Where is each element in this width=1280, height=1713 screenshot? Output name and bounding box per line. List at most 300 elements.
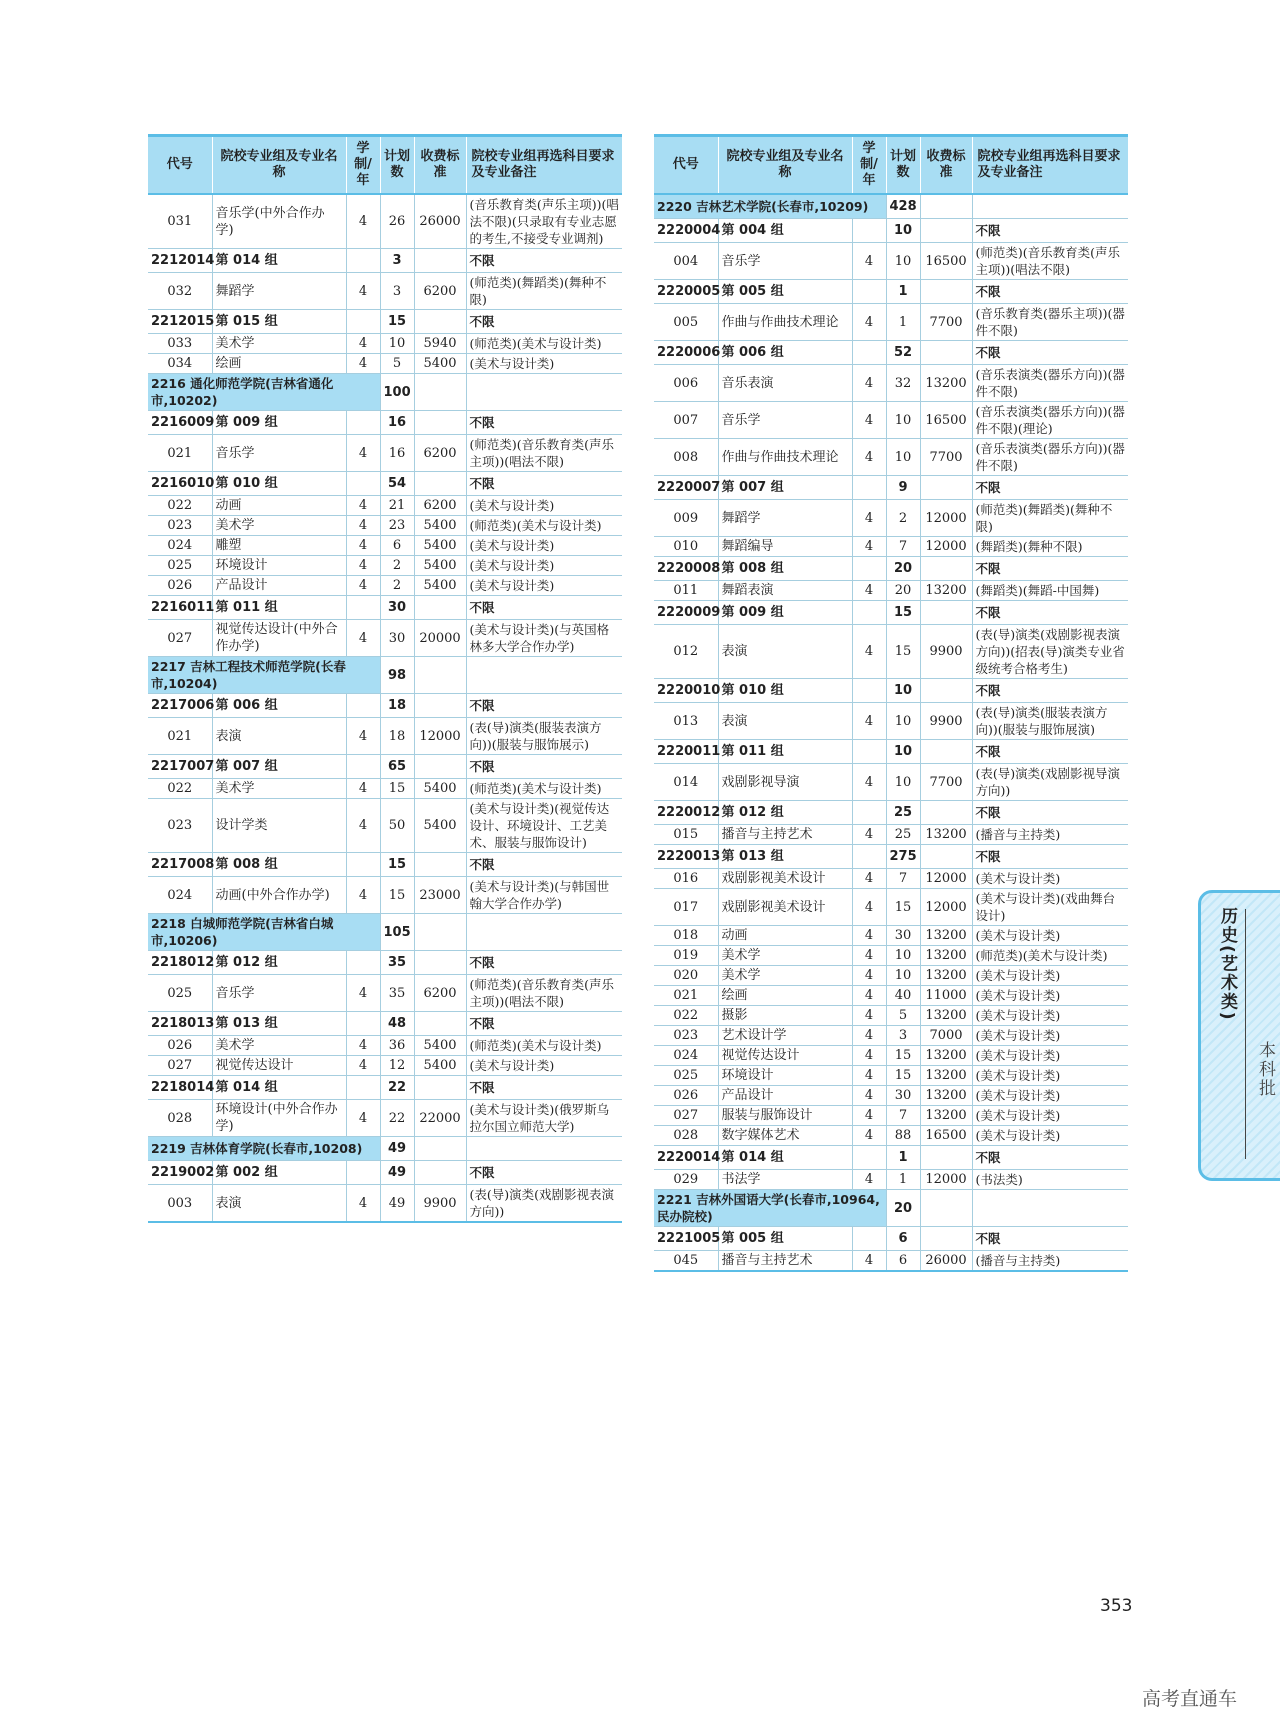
major-name: 舞蹈学 xyxy=(718,500,852,537)
major-fee: 6200 xyxy=(414,273,466,310)
group-requirement: 不限 xyxy=(972,476,1128,500)
major-plan: 20 xyxy=(886,581,920,601)
major-name: 视觉传达设计(中外合作办学) xyxy=(212,620,346,657)
major-row xyxy=(654,500,1128,537)
group-code: 2218014 xyxy=(148,1076,212,1100)
major-plan: 15 xyxy=(886,889,920,926)
major-years: 4 xyxy=(346,516,380,536)
major-row xyxy=(654,1251,1128,1272)
major-fee: 6200 xyxy=(414,975,466,1012)
major-remark: (音乐教育类(声乐主项))(唱法不限)(只录取有专业志愿的考生,不接受专业调剂) xyxy=(466,194,622,249)
empty-cell xyxy=(972,1190,1128,1227)
major-plan: 10 xyxy=(886,966,920,986)
empty-cell xyxy=(414,914,466,951)
col-plan-header: 计划数 xyxy=(380,136,414,195)
major-code: 024 xyxy=(148,877,212,914)
group-requirement: 不限 xyxy=(466,596,622,620)
major-code: 012 xyxy=(654,625,718,679)
group-name: 第 006 组 xyxy=(718,341,852,365)
group-plan: 15 xyxy=(380,310,414,334)
group-code: 2218013 xyxy=(148,1012,212,1036)
watermark-text: 高考直通车 xyxy=(1142,1688,1238,1710)
group-name: 第 011 组 xyxy=(718,740,852,764)
major-years: 4 xyxy=(852,1066,886,1086)
major-name: 表演 xyxy=(212,1185,346,1223)
major-name: 动画 xyxy=(212,496,346,516)
group-row xyxy=(148,1161,622,1185)
group-plan: 25 xyxy=(886,801,920,825)
empty-cell xyxy=(346,755,380,779)
major-years: 4 xyxy=(852,946,886,966)
major-code: 031 xyxy=(148,194,212,249)
empty-cell xyxy=(414,1137,466,1161)
major-code: 006 xyxy=(654,365,718,402)
empty-cell xyxy=(972,194,1128,219)
major-row xyxy=(654,966,1128,986)
school-name: 2216 通化师范学院(吉林省通化市,10202) xyxy=(148,374,380,411)
empty-cell xyxy=(852,476,886,500)
major-code: 016 xyxy=(654,869,718,889)
major-fee: 13200 xyxy=(920,1046,972,1066)
group-name: 第 006 组 xyxy=(212,694,346,718)
major-code: 023 xyxy=(654,1026,718,1046)
group-code: 2216009 xyxy=(148,411,212,435)
major-row xyxy=(654,869,1128,889)
major-name: 作曲与作曲技术理论 xyxy=(718,439,852,476)
major-code: 015 xyxy=(654,825,718,845)
group-name: 第 015 组 xyxy=(212,310,346,334)
empty-cell xyxy=(346,411,380,435)
empty-cell xyxy=(920,801,972,825)
group-name: 第 012 组 xyxy=(718,801,852,825)
empty-cell xyxy=(852,1227,886,1251)
major-fee: 16500 xyxy=(920,402,972,439)
major-row xyxy=(148,975,622,1012)
major-plan: 1 xyxy=(886,304,920,341)
major-row xyxy=(148,435,622,472)
major-fee: 9900 xyxy=(920,625,972,679)
major-name: 数字媒体艺术 xyxy=(718,1126,852,1146)
major-row xyxy=(654,1046,1128,1066)
empty-cell xyxy=(852,740,886,764)
major-name: 播音与主持艺术 xyxy=(718,1251,852,1272)
major-name: 舞蹈学 xyxy=(212,273,346,310)
major-plan: 21 xyxy=(380,496,414,516)
major-code: 005 xyxy=(654,304,718,341)
major-fee: 9900 xyxy=(414,1185,466,1223)
major-code: 032 xyxy=(148,273,212,310)
group-requirement: 不限 xyxy=(972,801,1128,825)
major-years: 4 xyxy=(852,764,886,801)
major-remark: (音乐表演类(器乐方向))(器件不限)(理论) xyxy=(972,402,1128,439)
major-plan: 15 xyxy=(886,1046,920,1066)
major-plan: 7 xyxy=(886,869,920,889)
group-requirement: 不限 xyxy=(466,1012,622,1036)
major-code: 020 xyxy=(654,966,718,986)
major-remark: (音乐教育类(器乐主项))(器件不限) xyxy=(972,304,1128,341)
empty-cell xyxy=(920,476,972,500)
group-row xyxy=(148,694,622,718)
major-code: 013 xyxy=(654,703,718,740)
side-tab-batch: 本科批 xyxy=(1255,1041,1275,1098)
group-code: 2220012 xyxy=(654,801,718,825)
major-code: 024 xyxy=(148,536,212,556)
major-remark: (师范类)(美术与设计类) xyxy=(466,516,622,536)
col-years-header: 学制/年 xyxy=(346,136,380,195)
major-code: 007 xyxy=(654,402,718,439)
group-name: 第 014 组 xyxy=(718,1146,852,1170)
group-plan: 16 xyxy=(380,411,414,435)
empty-cell xyxy=(346,853,380,877)
empty-cell xyxy=(346,694,380,718)
group-row xyxy=(654,341,1128,365)
major-plan: 15 xyxy=(380,779,414,799)
group-code: 2220014 xyxy=(654,1146,718,1170)
col-code-header: 代号 xyxy=(148,136,212,195)
major-fee: 5400 xyxy=(414,556,466,576)
major-fee: 5400 xyxy=(414,516,466,536)
major-name: 书法学 xyxy=(718,1170,852,1190)
major-row xyxy=(148,1036,622,1056)
major-row xyxy=(654,581,1128,601)
group-requirement: 不限 xyxy=(466,694,622,718)
group-name: 第 008 组 xyxy=(212,853,346,877)
major-fee: 12000 xyxy=(920,500,972,537)
major-row xyxy=(654,889,1128,926)
group-requirement: 不限 xyxy=(466,1161,622,1185)
major-name: 视觉传达设计 xyxy=(212,1056,346,1076)
major-fee: 5400 xyxy=(414,536,466,556)
major-fee: 13200 xyxy=(920,1106,972,1126)
school-name: 2221 吉林外国语大学(长春市,10964,民办院校) xyxy=(654,1190,886,1227)
group-row xyxy=(148,1012,622,1036)
empty-cell xyxy=(414,1076,466,1100)
group-row xyxy=(148,411,622,435)
group-plan: 6 xyxy=(886,1227,920,1251)
major-code: 025 xyxy=(148,975,212,1012)
empty-cell xyxy=(920,1227,972,1251)
group-row xyxy=(654,557,1128,581)
empty-cell xyxy=(466,657,622,694)
major-plan: 10 xyxy=(886,946,920,966)
group-code: 2220011 xyxy=(654,740,718,764)
empty-cell xyxy=(414,1161,466,1185)
major-code: 027 xyxy=(148,1056,212,1076)
empty-cell xyxy=(346,1076,380,1100)
school-plan-total: 428 xyxy=(886,194,920,219)
group-plan: 48 xyxy=(380,1012,414,1036)
major-plan: 26 xyxy=(380,194,414,249)
major-name: 视觉传达设计 xyxy=(718,1046,852,1066)
group-name: 第 014 组 xyxy=(212,1076,346,1100)
group-code: 2220005 xyxy=(654,280,718,304)
major-plan: 16 xyxy=(380,435,414,472)
col-fee-header: 收费标准 xyxy=(414,136,466,195)
empty-cell xyxy=(852,679,886,703)
group-code: 2220004 xyxy=(654,219,718,243)
major-row xyxy=(148,877,622,914)
group-requirement: 不限 xyxy=(972,845,1128,869)
group-code: 2220006 xyxy=(654,341,718,365)
major-plan: 2 xyxy=(380,556,414,576)
major-row xyxy=(148,718,622,755)
empty-cell xyxy=(920,740,972,764)
group-name: 第 005 组 xyxy=(718,280,852,304)
empty-cell xyxy=(852,280,886,304)
major-remark: (美术与设计类) xyxy=(466,354,622,374)
major-years: 4 xyxy=(852,500,886,537)
empty-cell xyxy=(920,679,972,703)
empty-cell xyxy=(346,951,380,975)
major-years: 4 xyxy=(346,354,380,374)
major-fee: 16500 xyxy=(920,243,972,280)
major-fee: 13200 xyxy=(920,926,972,946)
group-code: 2216011 xyxy=(148,596,212,620)
major-fee: 13200 xyxy=(920,1066,972,1086)
group-row xyxy=(148,596,622,620)
major-plan: 7 xyxy=(886,1106,920,1126)
major-years: 4 xyxy=(852,889,886,926)
major-fee: 13200 xyxy=(920,966,972,986)
major-remark: (美术与设计类) xyxy=(466,576,622,596)
major-plan: 2 xyxy=(380,576,414,596)
group-name: 第 011 组 xyxy=(212,596,346,620)
major-years: 4 xyxy=(852,439,886,476)
major-fee: 13200 xyxy=(920,581,972,601)
group-plan: 10 xyxy=(886,219,920,243)
group-code: 2217006 xyxy=(148,694,212,718)
group-plan: 65 xyxy=(380,755,414,779)
empty-cell xyxy=(920,1190,972,1227)
major-remark: (美术与设计类)(俄罗斯乌拉尔国立师范大学) xyxy=(466,1100,622,1137)
major-row xyxy=(148,496,622,516)
group-row xyxy=(654,601,1128,625)
major-row xyxy=(148,273,622,310)
major-row xyxy=(654,1086,1128,1106)
major-code: 027 xyxy=(654,1106,718,1126)
major-years: 4 xyxy=(346,1185,380,1223)
major-row xyxy=(654,1006,1128,1026)
major-remark: (美术与设计类) xyxy=(972,1046,1128,1066)
major-remark: (师范类)(美术与设计类) xyxy=(972,946,1128,966)
major-name: 音乐学 xyxy=(718,402,852,439)
empty-cell xyxy=(852,219,886,243)
major-fee: 13200 xyxy=(920,825,972,845)
group-row xyxy=(654,219,1128,243)
major-remark: (师范类)(音乐教育类(声乐主项))(唱法不限) xyxy=(466,975,622,1012)
major-row xyxy=(148,556,622,576)
major-remark: (美术与设计类) xyxy=(972,926,1128,946)
major-row xyxy=(654,402,1128,439)
school-row xyxy=(148,914,622,951)
major-remark: (美术与设计类) xyxy=(972,1106,1128,1126)
group-name: 第 002 组 xyxy=(212,1161,346,1185)
empty-cell xyxy=(346,310,380,334)
major-code: 023 xyxy=(148,799,212,853)
major-name: 雕塑 xyxy=(212,536,346,556)
major-remark: (表(导)演类(服装表演方向))(服装与服饰展示) xyxy=(466,718,622,755)
major-name: 环境设计 xyxy=(718,1066,852,1086)
major-years: 4 xyxy=(346,779,380,799)
major-remark: (美术与设计类) xyxy=(466,556,622,576)
major-fee: 5400 xyxy=(414,799,466,853)
major-name: 美术学 xyxy=(212,779,346,799)
major-code: 022 xyxy=(654,1006,718,1026)
major-fee: 16500 xyxy=(920,1126,972,1146)
major-years: 4 xyxy=(346,194,380,249)
major-name: 音乐学 xyxy=(212,975,346,1012)
school-name: 2218 白城师范学院(吉林省白城市,10206) xyxy=(148,914,380,951)
major-row xyxy=(654,1126,1128,1146)
group-code: 2221005 xyxy=(654,1227,718,1251)
major-name: 表演 xyxy=(718,625,852,679)
school-name: 2217 吉林工程技术师范学院(长春市,10204) xyxy=(148,657,380,694)
major-plan: 15 xyxy=(886,625,920,679)
empty-cell xyxy=(920,601,972,625)
major-years: 4 xyxy=(852,1046,886,1066)
empty-cell xyxy=(346,1012,380,1036)
group-plan: 22 xyxy=(380,1076,414,1100)
group-name: 第 004 组 xyxy=(718,219,852,243)
col-remark-header: 院校专业组再选科目要求及专业备注 xyxy=(972,136,1128,195)
group-row xyxy=(148,472,622,496)
group-name: 第 012 组 xyxy=(212,951,346,975)
major-name: 服装与服饰设计 xyxy=(718,1106,852,1126)
school-plan-total: 105 xyxy=(380,914,414,951)
major-code: 028 xyxy=(654,1126,718,1146)
group-requirement: 不限 xyxy=(972,1146,1128,1170)
major-name: 绘画 xyxy=(718,986,852,1006)
major-years: 4 xyxy=(346,718,380,755)
group-row xyxy=(654,740,1128,764)
major-plan: 5 xyxy=(380,354,414,374)
major-remark: (表(导)演类(戏剧影视表演方向))(招表(导)演类专业省级统考合格考生) xyxy=(972,625,1128,679)
empty-cell xyxy=(414,657,466,694)
major-years: 4 xyxy=(346,435,380,472)
major-years: 4 xyxy=(852,1251,886,1272)
group-requirement: 不限 xyxy=(972,219,1128,243)
major-years: 4 xyxy=(852,869,886,889)
major-name: 音乐学 xyxy=(718,243,852,280)
empty-cell xyxy=(920,219,972,243)
empty-cell xyxy=(346,249,380,273)
school-row xyxy=(148,1137,622,1161)
major-row xyxy=(654,537,1128,557)
empty-cell xyxy=(414,374,466,411)
major-name: 艺术设计学 xyxy=(718,1026,852,1046)
major-name: 表演 xyxy=(212,718,346,755)
major-remark: (美术与设计类) xyxy=(972,1126,1128,1146)
major-fee: 13200 xyxy=(920,1086,972,1106)
group-row xyxy=(654,280,1128,304)
empty-cell xyxy=(920,557,972,581)
major-remark: (舞蹈类)(舞蹈-中国舞) xyxy=(972,581,1128,601)
group-row xyxy=(148,755,622,779)
group-requirement: 不限 xyxy=(466,310,622,334)
major-years: 4 xyxy=(852,703,886,740)
group-code: 2216010 xyxy=(148,472,212,496)
major-plan: 18 xyxy=(380,718,414,755)
major-name: 环境设计(中外合作办学) xyxy=(212,1100,346,1137)
col-fee-header: 收费标准 xyxy=(920,136,972,195)
major-row xyxy=(654,304,1128,341)
major-code: 026 xyxy=(148,576,212,596)
major-fee: 5400 xyxy=(414,779,466,799)
group-row xyxy=(148,951,622,975)
major-code: 021 xyxy=(148,718,212,755)
school-row xyxy=(654,194,1128,219)
major-remark: (音乐表演类(器乐方向))(器件不限) xyxy=(972,439,1128,476)
empty-cell xyxy=(852,1146,886,1170)
empty-cell xyxy=(852,845,886,869)
major-plan: 12 xyxy=(380,1056,414,1076)
major-years: 4 xyxy=(852,1026,886,1046)
major-years: 4 xyxy=(852,304,886,341)
major-plan: 6 xyxy=(380,536,414,556)
group-name: 第 010 组 xyxy=(212,472,346,496)
major-name: 美术学 xyxy=(718,966,852,986)
major-plan: 22 xyxy=(380,1100,414,1137)
group-requirement: 不限 xyxy=(466,755,622,779)
major-remark: (师范类)(美术与设计类) xyxy=(466,779,622,799)
col-plan-header: 计划数 xyxy=(886,136,920,195)
group-requirement: 不限 xyxy=(972,557,1128,581)
major-row xyxy=(148,334,622,354)
major-name: 音乐学 xyxy=(212,435,346,472)
major-code: 028 xyxy=(148,1100,212,1137)
col-name-header: 院校专业组及专业名称 xyxy=(718,136,852,195)
group-code: 2217008 xyxy=(148,853,212,877)
major-code: 008 xyxy=(654,439,718,476)
major-fee: 5400 xyxy=(414,576,466,596)
group-plan: 49 xyxy=(380,1161,414,1185)
major-plan: 32 xyxy=(886,365,920,402)
major-remark: (师范类)(音乐教育类(声乐主项))(唱法不限) xyxy=(466,435,622,472)
group-row xyxy=(148,853,622,877)
school-name: 2220 吉林艺术学院(长春市,10209) xyxy=(654,194,886,219)
major-name: 戏剧影视美术设计 xyxy=(718,889,852,926)
empty-cell xyxy=(414,472,466,496)
group-code: 2219002 xyxy=(148,1161,212,1185)
group-plan: 18 xyxy=(380,694,414,718)
col-remark-header: 院校专业组再选科目要求及专业备注 xyxy=(466,136,622,195)
major-plan: 3 xyxy=(380,273,414,310)
major-code: 004 xyxy=(654,243,718,280)
major-remark: (播音与主持类) xyxy=(972,825,1128,845)
major-code: 025 xyxy=(654,1066,718,1086)
major-code: 026 xyxy=(148,1036,212,1056)
major-name: 表演 xyxy=(718,703,852,740)
major-fee: 26000 xyxy=(920,1251,972,1272)
major-remark: (美术与设计类) xyxy=(972,986,1128,1006)
group-requirement: 不限 xyxy=(466,853,622,877)
major-code: 010 xyxy=(654,537,718,557)
major-row xyxy=(148,1100,622,1137)
group-row xyxy=(654,1146,1128,1170)
major-plan: 15 xyxy=(886,1066,920,1086)
group-code: 2212014 xyxy=(148,249,212,273)
major-remark: (美术与设计类) xyxy=(972,1086,1128,1106)
empty-cell xyxy=(346,1161,380,1185)
empty-cell xyxy=(466,374,622,411)
major-name: 摄影 xyxy=(718,1006,852,1026)
school-name: 2219 吉林体育学院(长春市,10208) xyxy=(148,1137,380,1161)
major-years: 4 xyxy=(346,1056,380,1076)
major-plan: 30 xyxy=(380,620,414,657)
empty-cell xyxy=(346,596,380,620)
group-name: 第 010 组 xyxy=(718,679,852,703)
major-years: 4 xyxy=(852,243,886,280)
